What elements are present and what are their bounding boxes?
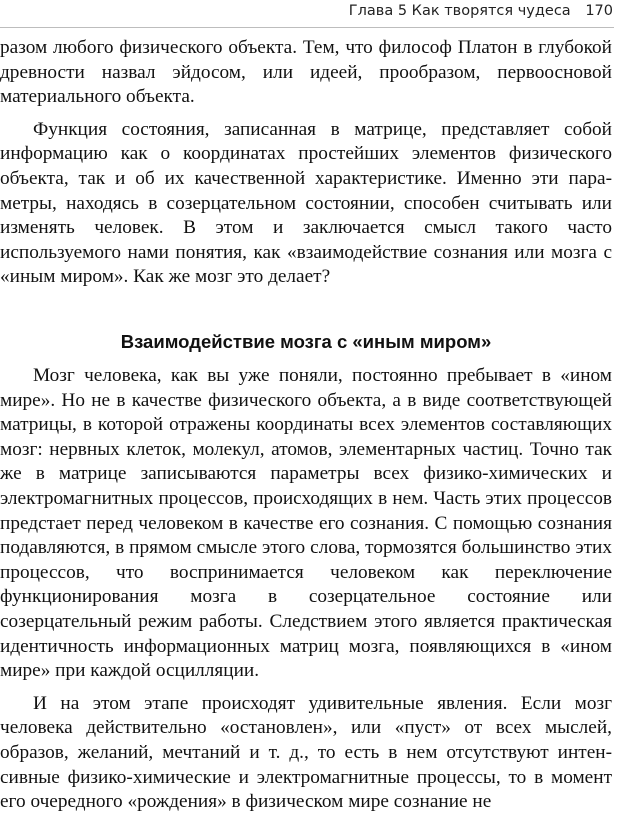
header-divider bbox=[0, 27, 614, 28]
running-header bbox=[349, 0, 613, 26]
page-number: 170 bbox=[585, 3, 613, 19]
text-block-intro bbox=[0, 36, 612, 290]
section-heading: Взаимодействие мозга с «иным миром» bbox=[120, 331, 492, 352]
text-block-section bbox=[0, 364, 612, 815]
chapter-title: Глава 5 Как творятся чудеса bbox=[348, 3, 571, 19]
paragraph-state-function: Функция состояния, записанная в матрице, представляет собой информацию как о координатах простейших элементов физического объекта, так и об их качественной характеристике. Именно эти параметры, находясь в созерцательном состоянии, способен считывать или изменять человек. В этом и заключается смысл такого часто используемого нами понятия, как «взаимодействие сознания или мозга с «иным миром». Как же мозг это делает? bbox=[0, 118, 612, 288]
paragraph-brain-matrix: Мозг человека, как вы уже поняли, постоянно пребывает в «ином мире». Но не в качестве физического объекта, а в виде соответствующей матрицы, в которой отражены координаты всех элементов составляющих мозг: нервных клеток, молекул, атомов, элементарных частиц. Точно так же в матрице записываются параметры всех физико-химических и электромагнитных процессов, происходящих в нем. Часть этих процессов предстает перед человеком в качестве его сознания. С помощью сознания подавляются, в прямом смысле этого слова, тормозятся большинство этих процессов, что воспринимается человеком как переключение функционирования мозга в созерцательное состояние или созерцательный режим работы. Следствием этого является практическая идентичность информационных матриц мозга, появляющихся в «ином мире» при каждой осцилляции. bbox=[0, 365, 612, 682]
paragraph-continued: разом любого физического объекта. Тем, что философ Платон в глубокой древности назвал эйдосом, или идеей, прообразом, первоосновой материального объекта. bbox=[0, 37, 612, 108]
paragraph-amazing-phenomena: И на этом этапе происходят удивительные явления. Если мозг человека действительно «остановлен», или «пуст» от всех мыслей, образов, желаний, мечтаний и т. д., то есть в нем отсутствуют интенсивные физико-химические и электромагнитные процессы, то в момент его очередного «рождения» в физическом мире сознание не bbox=[0, 692, 612, 813]
